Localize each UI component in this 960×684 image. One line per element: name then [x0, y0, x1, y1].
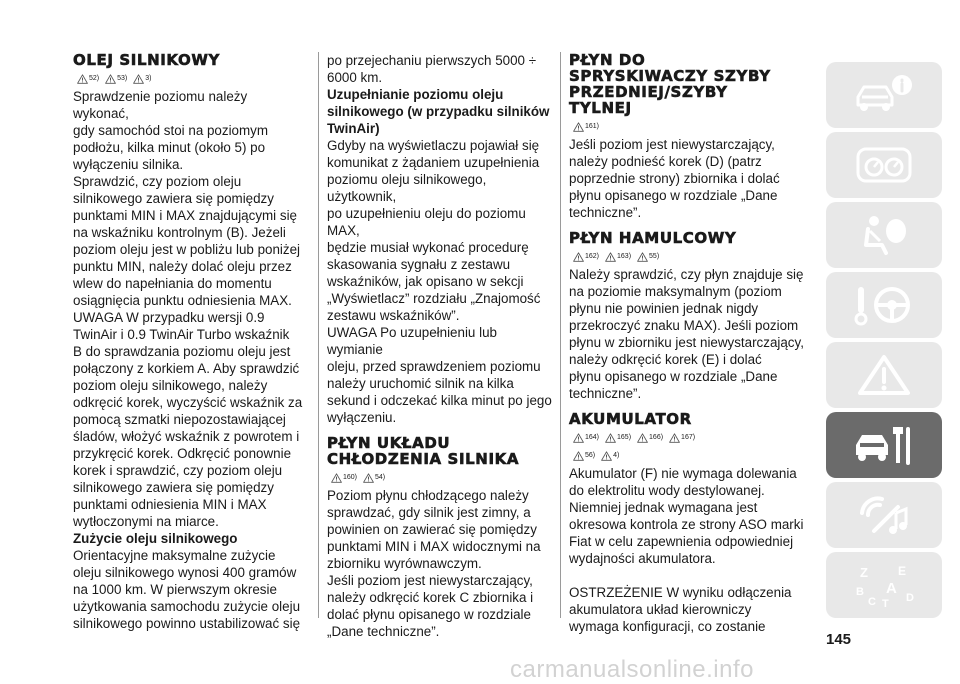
warning-triangle-icon: [601, 451, 612, 461]
warning-triangle-icon: [637, 252, 648, 262]
warning-ref: [573, 252, 599, 262]
index-letter: T: [882, 598, 889, 609]
warning-refs: [77, 70, 305, 87]
warning-ref-number: 54): [375, 473, 386, 481]
index-letter: A: [886, 580, 897, 597]
warning-ref-number: 55): [649, 252, 660, 260]
warning-triangle-icon: [573, 433, 584, 443]
warning-ref-number: 160): [343, 473, 358, 481]
warning-triangle-icon: [105, 74, 116, 84]
chapter-tab-maintenance[interactable]: [826, 412, 942, 478]
warning-ref-number: 4): [613, 451, 620, 459]
car-wrench-icon: [852, 421, 916, 469]
paragraph: Sprawdzić, czy poziom oleju silnikowego zawiera się pomiędzy punktami MIN i MAX znajdującymi się na wskaźniku kontrolnym (B). Jeżeli poziom oleju jest w pobliżu lub poniżej punktu MIN, należy dolać oleju przez wlew do napełniania do momentu osiągnięcia punktu odniesienia MAX.: [73, 174, 301, 308]
chapter-sidebar: [826, 62, 942, 622]
column-divider: [318, 52, 319, 618]
warning-ref: [105, 74, 127, 84]
column-1: [73, 52, 305, 632]
warning-ref-number: 167): [681, 433, 696, 441]
index-letter: Z: [860, 565, 868, 580]
warning-ref-number: 165): [617, 433, 632, 441]
warning-refs: [573, 118, 809, 135]
warning-triangle-icon: [77, 74, 88, 84]
paragraph: Orientacyjne maksymalne zużycie oleju silnikowego wynosi 400 gramów na 1000 km. W pierwszym okresie użytkowania samochodu zużycie oleju silnikowego powinno ustabilizować się: [73, 548, 301, 631]
airbag-seat-icon: [852, 211, 916, 259]
warning-triangle-icon: [573, 451, 584, 461]
warning-ref: [77, 74, 99, 84]
warning-ref-number: 161): [585, 122, 600, 130]
paragraph: Sprawdzenie poziomu należy wykonać, gdy samochód stoi na poziomym podłożu, kilka minut (około 5) po wyłączeniu silnika.: [73, 89, 269, 172]
alphabet-index-icon: [852, 561, 916, 609]
steering-wheel-key-icon: [852, 281, 916, 329]
paragraph: Akumulator (F) nie wymaga dolewania do elektrolitu wody destylowanej. Niemniej jednak wymagana jest okresowa kontrola ze strony ASO marki Fiat w celu zapewnienia odpowiedniej wydajności akumulatora.: [569, 466, 804, 566]
warning-ref: [331, 473, 357, 483]
warning-ref: [573, 122, 599, 132]
paragraph: Należy sprawdzić, czy płyn znajduje się na poziomie maksymalnym (poziom płynu nie powinien jednak nigdy przekroczyć znaku MAX). Jeśli poziom płynu w zbiorniku jest niewystarczający, należy odkręcić korek (E) i dolać płynu opisanego w rozdziale „Dane techniczne”.: [569, 267, 804, 401]
section-heading-washer-fluid: PŁYN DO SPRYSKIWACZY SZYBY PRZEDNIEJ/SZYBY TYLNEJ: [569, 51, 771, 117]
warning-triangle-icon: [669, 433, 680, 443]
warning-ref: [363, 473, 385, 483]
chapter-tab-dashboard[interactable]: [826, 132, 942, 198]
dashboard-icon: [852, 141, 916, 189]
chapter-tab-safety[interactable]: [826, 202, 942, 268]
warning-ref: [573, 433, 599, 443]
index-letter: D: [906, 592, 914, 604]
warning-ref: [133, 74, 151, 84]
warning-ref-number: 52): [89, 74, 100, 82]
paragraph: Gdyby na wyświetlaczu pojawiał się komunikat z żądaniem uzupełnienia poziomu oleju silnikowego, użytkownik, po uzupełnieniu oleju do poziomu MAX, będzie musiał wykonać procedurę skasowania sygnału z zestawu wskaźników, jak opisano w sekcji „Wyświetlacz” rozdziału „Znajomość zestawu wskaźników”.: [327, 138, 541, 323]
warning-ref: [637, 252, 659, 262]
page-number: 145: [826, 631, 852, 648]
index-letter: E: [898, 564, 907, 578]
watermark: carmanualsonline.info: [510, 656, 754, 683]
spacer: [569, 567, 809, 584]
chapter-tab-starting-driving[interactable]: [826, 272, 942, 338]
paragraph: Jeśli poziom jest niewystarczający, należy odkręcić korek C zbiornika i dolać płynu opisanego w rozdziale „Dane techniczne”.: [327, 573, 534, 639]
warning-ref-number: 164): [585, 433, 600, 441]
subheading-oil-consumption: Zużycie oleju silnikowego: [73, 531, 238, 546]
warning-ref-number: 166): [649, 433, 664, 441]
section-heading-coolant: PŁYN UKŁADU CHŁODZENIA SILNIKA: [327, 434, 520, 468]
paragraph: UWAGA Po uzupełnieniu lub wymianie oleju, przed sprawdzeniem poziomu należy uruchomić silnik na kilka sekund i odczekać kilka minut po jego wyłączeniu.: [327, 325, 552, 425]
warning-ref: [669, 433, 695, 443]
column-3: [569, 52, 809, 635]
column-divider: [560, 52, 561, 618]
paragraph: Jeśli poziom jest niewystarczający, należy podnieść korek (D) (patrz poprzednie strony) zbiornika i dolać płynu opisanego w rozdziale „Dane techniczne”.: [569, 137, 780, 220]
warning-triangle-icon: [573, 252, 584, 262]
warning-ref-number: 53): [117, 74, 128, 82]
warning-ref-number: 162): [585, 252, 600, 260]
warning-triangle-icon: [331, 473, 342, 483]
warning-triangle-icon: [605, 252, 616, 262]
warning-triangle-icon: [573, 122, 584, 132]
section-heading-battery: AKUMULATOR: [569, 410, 692, 428]
paragraph: UWAGA W przypadku wersji 0.9 TwinAir i 0.9 TwinAir Turbo wskaźnik B do sprawdzania poziomu oleju jest połączony z korkiem A. Aby sprawdzić poziom oleju silnikowego, należy odkręcić korek, wyczyścić wskaźnik za pomocą szmatki niepozostawiającej śladów, włożyć wskaźnik z powrotem i przykręcić korek. Odkręcić ponownie korek i sprawdzić, czy poziom oleju silnikowego zawiera się pomiędzy punktami odniesienia MIN i MAX wytłoczonymi na miarce.: [73, 310, 303, 529]
paragraph: Poziom płynu chłodzącego należy sprawdzać, gdy silnik jest zimny, a powinien on zawierać się pomiędzy punktami MIN i MAX widocznymi na zbiorniku wyrównawczym.: [327, 488, 541, 571]
paragraph: po przejechaniu pierwszych 5000 ÷ 6000 km.: [327, 53, 537, 85]
warning-refs: [573, 447, 809, 464]
paragraph: OSTRZEŻENIE W wyniku odłączenia akumulatora układ kierowniczy wymaga konfiguracji, co zostanie: [569, 585, 792, 634]
warning-ref: [637, 433, 663, 443]
warning-ref: [601, 451, 619, 461]
warning-ref-number: 163): [617, 252, 632, 260]
warning-ref: [605, 433, 631, 443]
index-letter: B: [856, 586, 864, 598]
index-letter: C: [868, 596, 876, 608]
warning-triangle-icon: [852, 351, 916, 399]
warning-ref-number: 3): [145, 74, 152, 82]
chapter-tab-index[interactable]: [826, 552, 942, 618]
chapter-tab-car-info[interactable]: [826, 62, 942, 128]
section-heading-brake-fluid: PŁYN HAMULCOWY: [569, 229, 737, 247]
warning-refs: [331, 469, 553, 486]
warning-refs: [573, 429, 809, 446]
warning-ref-number: 56): [585, 451, 596, 459]
car-info-icon: [852, 71, 916, 119]
warning-triangle-icon: [363, 473, 374, 483]
chapter-tab-emergency[interactable]: [826, 342, 942, 408]
warning-triangle-icon: [637, 433, 648, 443]
chapter-tab-multimedia[interactable]: [826, 482, 942, 548]
warning-triangle-icon: [133, 74, 144, 84]
warning-ref: [605, 252, 631, 262]
media-music-icon: [852, 491, 916, 539]
column-2: [327, 52, 553, 640]
section-heading-engine-oil: OLEJ SILNIKOWY: [73, 51, 220, 69]
subheading-oil-topup: Uzupełnianie poziomu oleju silnikowego (w przypadku silników TwinAir): [327, 87, 550, 136]
warning-ref: [573, 451, 595, 461]
warning-triangle-icon: [605, 433, 616, 443]
warning-refs: [573, 248, 809, 265]
